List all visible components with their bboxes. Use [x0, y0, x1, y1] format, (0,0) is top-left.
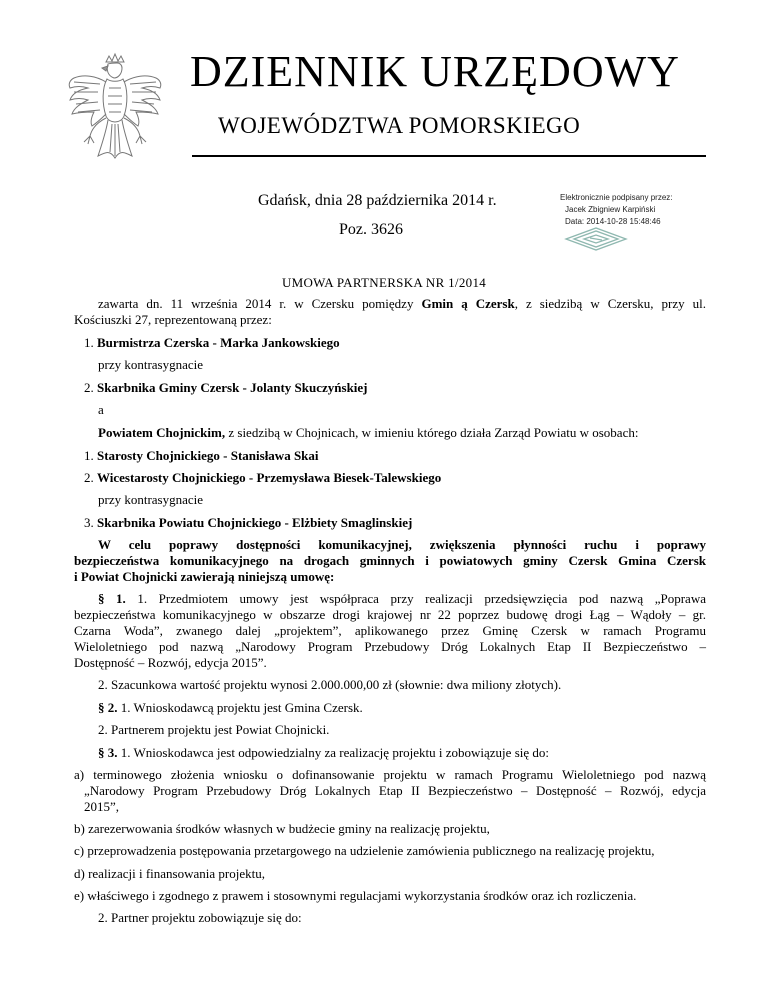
polish-eagle-emblem-icon [62, 52, 168, 170]
gazette-title: DZIENNIK URZĘDOWY [190, 47, 680, 96]
gazette-subtitle: WOJEWÓDZTWA POMORSKIEGO [218, 113, 581, 138]
list-number: 1. [84, 448, 97, 463]
purpose-line-1: W celu poprawy dostępności komunikacyjnej, zwiększenia płynności ruchu i poprawy [98, 537, 706, 552]
section-1-line [98, 591, 706, 606]
list-number: 2. [84, 470, 97, 485]
section-text: 1. Wnioskodawca jest odpowiedzialny za realizację projektu i zobowiązuje się do: [117, 745, 549, 760]
section-text: 1. Wnioskodawcą projektu jest Gmina Czersk. [117, 700, 363, 715]
list-item [84, 335, 340, 350]
header-divider [192, 155, 706, 157]
representative-name: Burmistrza Czerska - Marka Jankowskiego [97, 335, 340, 350]
section-3-paragraph-2: 2. Partner projektu zobowiązuje się do: [98, 910, 302, 925]
representative-name: Skarbnika Gminy Czersk - Jolanty Skuczyńskiej [97, 380, 368, 395]
list-number: 1. [84, 335, 97, 350]
list-number: 3. [84, 515, 97, 530]
list-item [84, 380, 368, 395]
intro-line-1 [98, 296, 706, 311]
list-item-b: b) zarezerwowania środków własnych w budżecie gminy na realizację projektu, [74, 821, 490, 836]
signature-signer: Jacek Zbigniew Karpiński [565, 205, 656, 214]
representative-name: Starosty Chojnickiego - Stanisława Skai [97, 448, 319, 463]
list-item-d: d) realizacji i finansowania projektu, [74, 866, 265, 881]
section-label: § 1. [98, 591, 126, 606]
section-1-line: Czarna Woda”, zwanego dalej „projektem”, aplikowanego przez Gminę Czersk w ramach Programu [74, 623, 706, 638]
section-text: 1. Przedmiotem umowy jest współpraca przy realizacji przedsięwzięcia pod nazwą „Poprawa [125, 591, 706, 606]
list-item [84, 515, 412, 530]
section-1-line: Wieloletniego pod nazwą „Narodowy Program Przebudowy Dróg Lokalnych Etap II Bezpieczeństwo – [74, 639, 706, 654]
list-item-a-cont: „Narodowy Program Przebudowy Dróg Lokalnych Etap II Bezpieczeństwo – Dostępność – Rozwój, edycja [84, 783, 706, 798]
section-1-line: bezpieczeństwa komunikacyjnego w obszarze drogi krajowej nr 22 poprzez budowę drogi Łąg – Wądoły – gr. [74, 607, 706, 622]
list-item [84, 448, 319, 463]
powiat-text: z siedzibą w Chojnicach, w imieniu którego działa Zarząd Powiatu w osobach: [225, 425, 639, 440]
intro-line-2: Kościuszki 27, reprezentowaną przez: [74, 312, 272, 327]
section-label: § 3. [98, 745, 118, 760]
purpose-line-2: bezpieczeństwa komunikacyjnego na drogach gminnych i powiatowych gminy Czersk Gmina Czersk [74, 553, 706, 568]
list-item-a-cont: 2015”, [84, 799, 120, 814]
signature-label: Elektronicznie podpisany przez: [560, 193, 673, 202]
issue-date: Gdańsk, dnia 28 października 2014 r. [258, 192, 497, 209]
conjunction: a [98, 402, 104, 417]
section-2-line [98, 700, 363, 715]
signature-date: Data: 2014-10-28 15:48:46 [565, 217, 661, 226]
signature-stamp-icon [562, 226, 630, 252]
powiat-line [98, 425, 638, 440]
list-item [84, 470, 441, 485]
position-number: Poz. 3626 [339, 221, 403, 238]
purpose-line-3: i Powiat Chojnicki zawierają niniejszą umowę: [74, 569, 335, 584]
list-item-a: a) terminowego złożenia wniosku o dofinansowanie projektu w ramach Programu Wieloletniego pod nazwą [74, 767, 706, 782]
kontrasygnata-note: przy kontrasygnacie [98, 357, 204, 372]
section-2-paragraph-2: 2. Partnerem projektu jest Powiat Chojnicki. [98, 722, 330, 737]
section-label: § 2. [98, 700, 118, 715]
list-number: 2. [84, 380, 97, 395]
representative-name: Wicestarosty Chojnickiego - Przemysława Biesek-Talewskiego [97, 470, 442, 485]
section-3-line [98, 745, 549, 760]
electronic-signature [560, 192, 673, 228]
list-item-e: e) właściwego i zgodnego z prawem i stosownymi regulacjami wykorzystania środków oraz ich rozliczenia. [74, 888, 637, 903]
section-1-line: Dostępność – Rozwój, edycja 2015”. [74, 655, 267, 670]
intro-text-end: , z siedzibą w Czersku, przy ul. [514, 296, 706, 311]
list-item-c: c) przeprowadzenia postępowania przetargowego na udzielenie zamówienia publicznego na realizację projektu, [74, 843, 655, 858]
kontrasygnata-note: przy kontrasygnacie [98, 492, 204, 507]
representative-name: Skarbnika Powiatu Chojnickiego - Elżbiety Smaglinskiej [97, 515, 413, 530]
document-title: UMOWA PARTNERSKA NR 1/2014 [281, 275, 487, 290]
party-powiat: Powiatem Chojnickim, [98, 425, 226, 440]
party-gmina: Gmin ą Czersk [421, 296, 515, 311]
section-1-paragraph-2: 2. Szacunkowa wartość projektu wynosi 2.000.000,00 zł (słownie: dwa miliony złotych). [98, 677, 562, 692]
intro-text: zawarta dn. 11 września 2014 r. w Czersku pomiędzy [98, 296, 422, 311]
